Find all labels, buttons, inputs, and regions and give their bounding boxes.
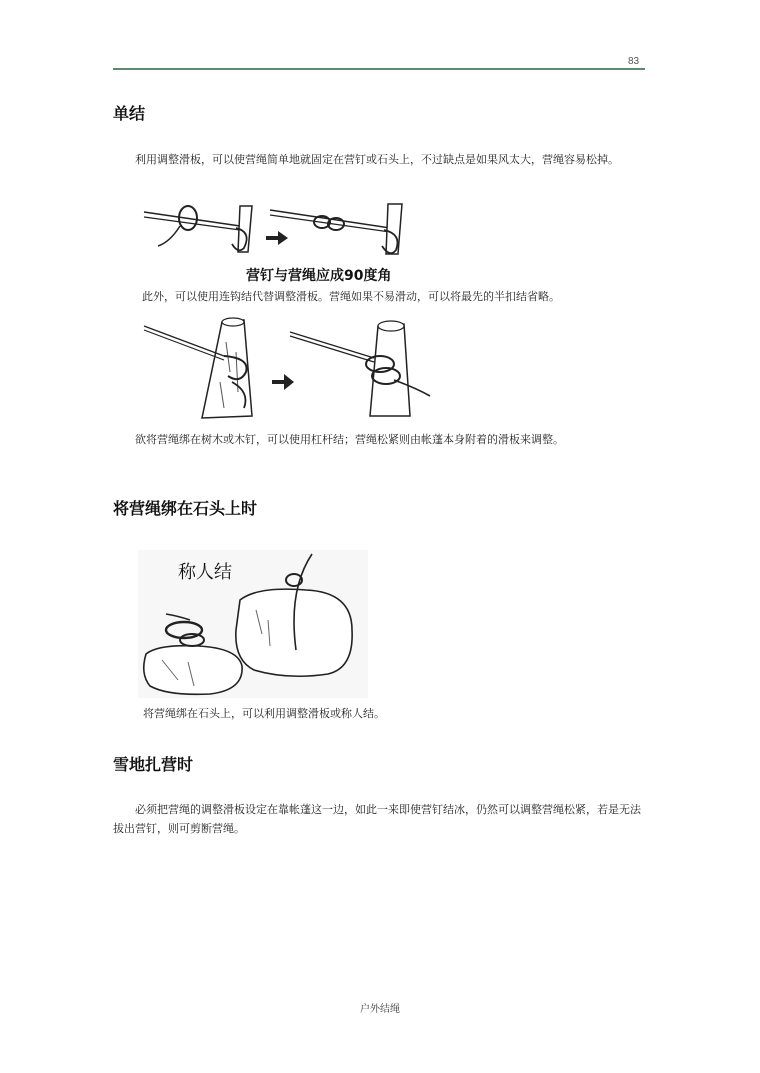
rock-small-illustration xyxy=(144,646,242,695)
peg-knot-step-1-illustration xyxy=(144,206,252,252)
figure-peg-knot-caption: 营钉与营绳应成90度角 xyxy=(246,268,392,284)
peg-knot-step-2-illustration xyxy=(270,204,402,254)
log-knot-step-1-illustration xyxy=(144,318,252,418)
header-rule xyxy=(113,68,645,70)
section-heading-rock: 将营绳绑在石头上时 xyxy=(113,499,258,518)
page-footer: 户外结绳 xyxy=(360,1004,400,1015)
paragraph-timber-hitch: 欲将营绳绑在树木或木钉，可以使用杠杆结；营绳松紧则由帐蓬本身附着的滑板来调整。 xyxy=(135,433,564,446)
section-heading-single-knot: 单结 xyxy=(113,104,146,123)
page-number: 83 xyxy=(628,56,640,67)
section-heading-snow-camping: 雪地扎营时 xyxy=(113,755,194,774)
paragraph-single-knot-intro: 利用调整滑板，可以使营绳简单地就固定在营钉或石头上，不过缺点是如果风太大，营绳容易松掉。 xyxy=(135,153,619,166)
log-knot-step-2-illustration xyxy=(290,321,430,416)
arrow-right-icon xyxy=(266,231,288,245)
paragraph-snow-camping: 必须把营绳的调整滑板设定在靠帐蓬这一边，如此一来即使营钉结冰，仍然可以调整营绳松紧，若是无法拔出营钉，则可剪断营绳。 xyxy=(113,803,641,835)
figure-rock-bowline xyxy=(138,550,368,698)
arrow-right-icon xyxy=(272,374,294,390)
caption-rock-tie: 将营绳绑在石头上，可以利用调整滑板或称人结。 xyxy=(143,707,385,720)
figure-log-knot-steps xyxy=(140,312,440,422)
paragraph-hitch-alternative: 此外，可以使用连钩结代替调整滑板。营绳如果不易滑动，可以将最先的半扣结省略。 xyxy=(142,290,560,303)
figure-rock-bowline-label: 称人结 xyxy=(178,562,232,583)
figure-peg-knot-steps xyxy=(140,196,420,286)
